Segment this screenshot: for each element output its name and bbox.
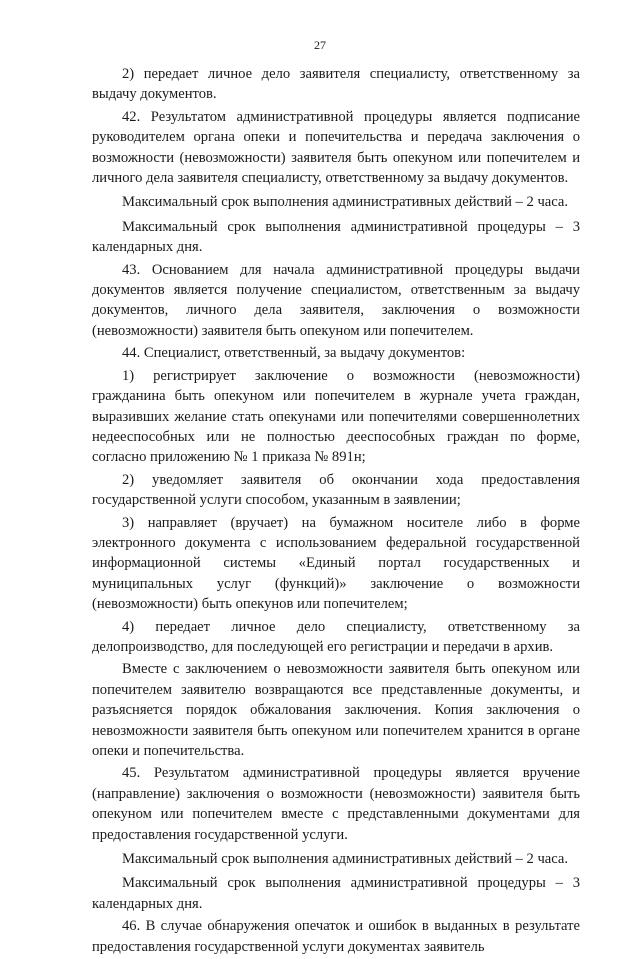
paragraph-44-item-3: 3) направляет (вручает) на бумажном носителе либо в форме электронного документа с использованием федеральной государственной информационной системы «Единый портал государственных и муниципальных услуг (функций)» заключение о возможности (невозможности) быть опекунов или попечителем; [92,514,580,613]
page-number: 27 [314,38,326,52]
paragraph-46: 46. В случае обнаружения опечаток и ошибок в выданных в результате предоставления государственной услуги документах заявитель [92,918,580,955]
paragraph-44-item-2: 2) уведомляет заявителя об окончании хода предоставления государственной услуги способом, указанным в заявлении; [92,471,580,509]
paragraph-max-procedure-time-2: Максимальный срок выполнения административной процедуры – 3 календарных дня. [92,875,580,912]
paragraph-max-actions-time-2: Максимальный срок выполнения административных действий – 2 часа. [122,851,569,868]
paragraph-item-2: 2) передает личное дело заявителя специалисту, ответственному за выдачу документов. [92,66,580,103]
paragraph-max-procedure-time: Максимальный срок выполнения административной процедуры – 3 календарных дня. [92,218,580,256]
paragraph-max-actions-time: Максимальный срок выполнения административных действий – 2 часа. [122,194,569,211]
document-body [92,64,580,959]
paragraph-44-item-1: 1) регистрирует заключение о возможности (невозможности) гражданина быть опекуном или попечителем в журнале учета граждан, выразивших желание стать опекунами или попечителями совершеннолетних недееспособных или не полностью дееспособных граждан по форме, согласно приложению № 1 приказа № 891н; [92,367,580,466]
paragraph-refusal-documents: Вместе с заключением о невозможности заявителя быть опекуном или попечителем заявителю возвращаются все представленные документы, и разъясняется порядок обжалования заключения. Копия заключения о невозможности заявителя быть опекуном или попечителем хранится в органе опеки и попечительства. [92,661,580,759]
paragraph-43: 43. Основанием для начала административной процедуры выдачи документов является получение специалистом, ответственным за выдачу документов, личного дела заявителя, заключения о возможности (невозможности) заявителя быть опекуном или попечителем. [92,261,580,339]
paragraph-44-item-4: 4) передает личное дело специалисту, ответственному за делопроизводство, для последующей его регистрации и передачи в архив. [92,618,580,655]
paragraph-44: 44. Специалист, ответственный, за выдачу документов: [122,345,466,362]
paragraph-45: 45. Результатом административной процедуры является вручение (направление) заключения о возможности (невозможности) заявителя быть опекуном или попечителем вместе с представленными документами для предоставления государственной услуги. [92,765,580,843]
paragraph-42: 42. Результатом административной процедуры является подписание руководителем органа опеки и попечительства и передача заключения о возможности (невозможности) заявителя быть опекуном или попечителем и личного дела заявителя специалисту, ответственному за выдачу документов. [92,108,580,187]
